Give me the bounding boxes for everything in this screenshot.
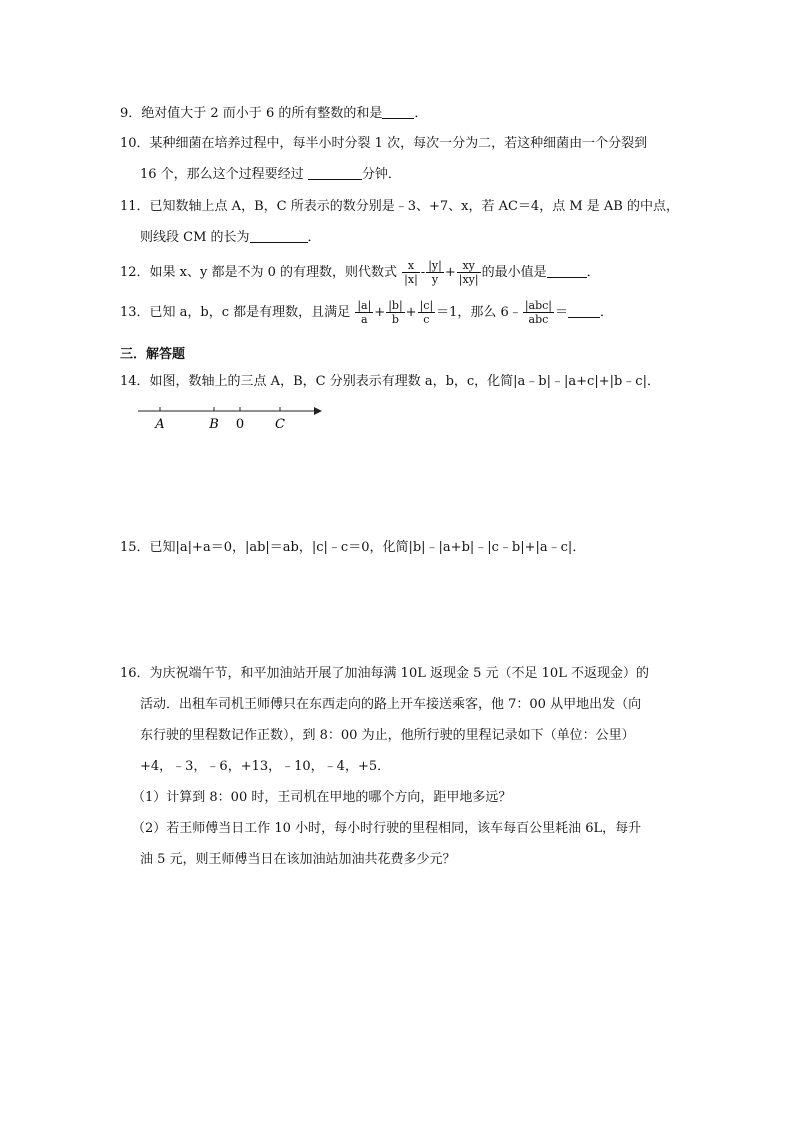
question-16-line1: 16．为庆祝端午节，和平加油站开展了加油每满 10L 返现金 5 元（不足 10L 不返现金）的 [120,666,649,681]
question-9-text: 9．绝对值大于 2 而小于 6 的所有整数的和是 [120,106,383,121]
fraction-x-over-abs-x: $\frac{x}{|x|}$ [404,259,418,286]
fraction-xy-over-abs-xy: $\frac{xy}{|xy|}$ [458,259,479,286]
question-15: 15．已知|a|+a＝0，|ab|＝ab，|c|﹣c＝0，化简|b|﹣|a+b|﹣|c﹣b|+|a﹣c|． [120,540,586,555]
question-16-line7: 油 5 元，则王师傅当日在该加油站加油共花费多少元？ [140,852,456,867]
answer-blank [382,104,414,119]
question-9 [120,104,427,124]
question-10-line2 [140,165,401,185]
question-13-tail: ． [600,305,614,320]
answer-blank [250,228,308,243]
question-13-middle: ＝1，那么 6﹣ [436,305,522,320]
question-13-text: 13．已知 a，b，c 都是有理数，且满足 [120,305,351,320]
question-11-line1: 11．已知数轴上点 A，B，C 所表示的数分别是﹣3、+7、x，若 AC＝4，点 M 是 AB 的中点， [120,199,679,214]
question-10-text: 16 个，那么这个过程要经过 [140,167,308,182]
fraction-abs-c-over-c: $\frac{|c|}{c}$ [419,299,434,326]
question-13 [120,296,613,330]
fraction-abs-a-over-a: $\frac{|a|}{a}$ [357,299,372,326]
operator: - [420,265,426,280]
question-12-text: 12．如果 x、y 都是不为 0 的有理数，则代数式 [120,265,398,280]
question-11-text: 则线段 CM 的长为 [140,230,250,245]
answer-blank [568,303,600,318]
question-14: 14．如图，数轴上的三点 A，B，C 分别表示有理数 a，b，c，化简|a﹣b|﹣|a+c|+|b﹣c|． [120,374,660,389]
question-10-tail: 分钟． [361,167,401,182]
question-12-suffix: 的最小值是 [481,265,547,280]
question-10-line1: 10．某种细菌在培养过程中，每半小时分裂 1 次，每次一分为二，若这种细菌由一个分裂到 [120,136,648,151]
question-11-line2 [140,228,321,248]
operator: + [405,305,417,320]
label-b: B [209,417,219,432]
operator: + [374,305,386,320]
label-a: A [155,417,165,432]
equals-sign: ＝ [555,305,569,320]
number-line-figure [138,402,328,432]
question-16-line3: 东行驶的里程数记作正数），到 8：00 为止，他所行驶的里程记录如下（单位：公里） [140,728,635,743]
question-16-line4: +4，﹣3，﹣6，+13，﹣10，﹣4，+5． [140,759,391,774]
answer-blank [308,165,362,180]
question-12 [120,256,600,290]
fraction-abs-abc-over-abc: $\frac{\text{|abc|}}{\text{abc}}$ [524,299,553,326]
label-c: C [275,417,285,432]
question-16-part1: （1）计算到 8：00 时，王司机在甲地的哪个方向，距甲地多远？ [132,790,512,805]
section-heading: 三．解答题 [120,347,186,362]
arrow-right-icon [314,407,322,415]
fraction-abs-b-over-b: $\frac{|b|}{b}$ [388,299,403,326]
question-16-line2: 活动．出租车司机王师傅只在东西走向的路上开车接送乘客，他 7：00 从甲地出发（向 [140,697,642,712]
question-16-part2: （2）若王师傅当日工作 10 小时，每小时行驶的里程相同，该车每百公里耗油 6L，每升 [132,821,642,836]
operator: + [444,265,456,280]
question-9-tail: ． [414,106,428,121]
fraction-abs-y-over-y: $\frac{|y|}{y}$ [428,259,442,286]
question-11-tail: ． [307,230,321,245]
question-12-tail: ． [586,265,600,280]
answer-blank [547,263,587,278]
label-zero: 0 [235,417,245,432]
